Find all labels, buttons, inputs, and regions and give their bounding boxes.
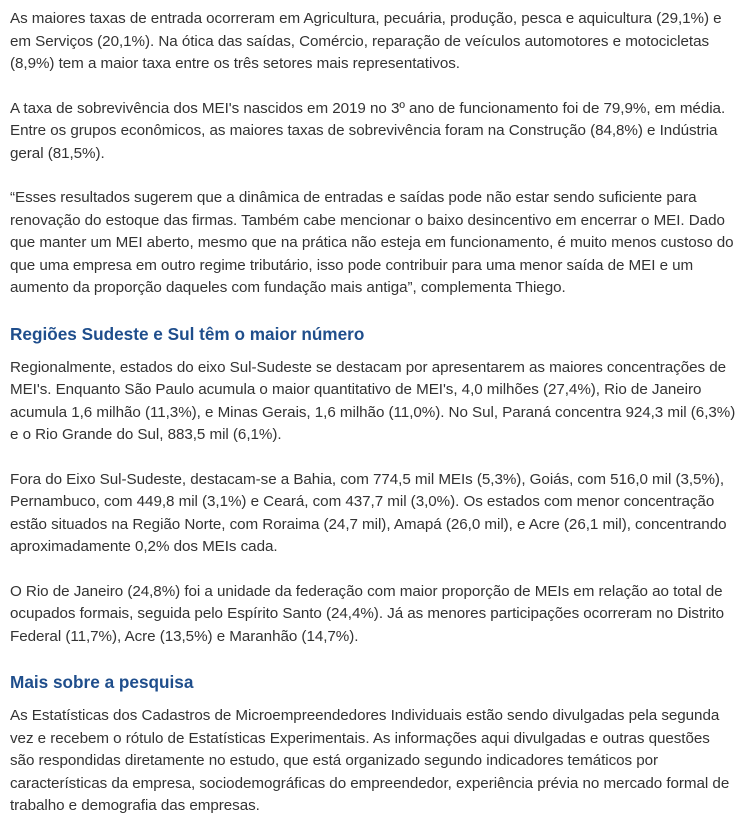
paragraph-quote-thiego: “Esses resultados sugerem que a dinâmica de entradas e saídas pode não estar sendo suficiente para renovação do estoque das firmas. Também cabe mencionar o baixo desincentivo em encerrar o MEI. Dado que manter um MEI aberto, mesmo que na prática não esteja em funcionamento, é muito menos custoso do que uma empresa em outro regime tributário, isso pode contribuir para uma menor saída de MEI e um aumento da proporção daqueles com fundação mais antiga”, complementa Thiego. xyxy=(10,189,734,296)
section-heading-more-about-survey: Mais sobre a pesquisa xyxy=(10,672,194,692)
paragraph-survey-description: As Estatísticas dos Cadastros de Microempreendedores Individuais estão sendo divulgadas pela segunda vez e recebem o rótulo de Estatísticas Experimentais. As informações aqui divulgadas e outras questões são respondidas diretamente no estudo, que está organizado segundo indicadores temáticos por características da empresa, sociodemográficas do empreendedor, experiência prévia no mercado formal de trabalho e demografia das empresas. xyxy=(10,707,730,814)
paragraph-entry-exit-rates: As maiores taxas de entrada ocorreram em Agricultura, pecuária, produção, pesca e aquicultura (29,1%) e em Serviços (20,1%). Na ótica das saídas, Comércio, reparação de veículos automotores e motocicletas (8,9%) tem a maior taxa entre os três setores mais representativos. xyxy=(10,10,722,72)
paragraph-outside-south-southeast: Fora do Eixo Sul-Sudeste, destacam-se a Bahia, com 774,5 mil MEIs (5,3%), Goiás, com 516,0 mil (3,5%), Pernambuco, com 449,8 mil (3,1%) e Ceará, com 437,7 mil (3,0%). Os estados com menor concentração estão situados na Região Norte, com Roraima (24,7 mil), Amapá (26,0 mil), e Acre (26,1 mil), concentrando aproximadamente 0,2% dos MEIs cada. xyxy=(10,470,727,555)
article-body xyxy=(0,8,738,818)
paragraph-proportion-formal: O Rio de Janeiro (24,8%) foi a unidade da federação com maior proporção de MEIs em relação ao total de ocupados formais, seguida pelo Espírito Santo (24,4%). Já as menores participações ocorreram no Distrito Federal (11,7%), Acre (13,5%) e Maranhão (14,7%). xyxy=(10,582,725,645)
section-heading-regions: Regiões Sudeste e Sul têm o maior número xyxy=(10,323,365,344)
paragraph-survival-rate: A taxa de sobrevivência dos MEI's nascidos em 2019 no 3º ano de funcionamento foi de 79,9%, em média. Entre os grupos econômicos, as maiores taxas de sobrevivência foram na Construção (84,8%) e Indústria geral (81,5%). xyxy=(10,99,726,162)
paragraph-south-southeast: Regionalmente, estados do eixo Sul-Sudeste se destacam por apresentarem as maiores concentrações de MEI's. Enquanto São Paulo acumula o maior quantitativo de MEI's, 4,0 milhões (27,4%), Rio de Janeiro acumula 1,6 milhão (11,3%), e Minas Gerais, 1,6 milhão (11,0%). No Sul, Paraná concentra 924,3 mil (6,3%) e o Rio Grande do Sul, 883,5 mil (6,1%). xyxy=(10,358,736,443)
